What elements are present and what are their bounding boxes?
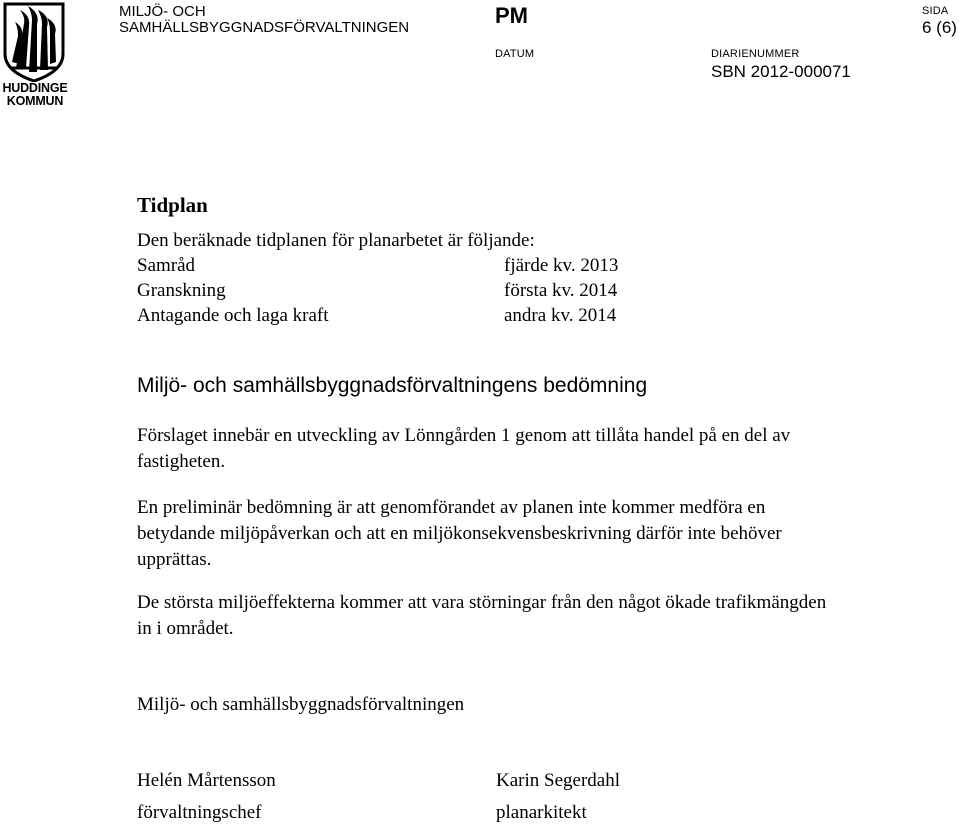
timeline-date: fjärde kv. 2013 bbox=[504, 255, 619, 276]
logo-text-line1: HUDDINGE bbox=[2, 81, 68, 95]
signature-office: Miljö- och samhällsbyggnadsförvaltningen bbox=[137, 694, 465, 715]
org-name-line2: SAMHÄLLSBYGGNADSFÖRVALTNINGEN bbox=[119, 19, 410, 36]
org-name-line1: MILJÖ- OCH bbox=[119, 3, 206, 20]
date-label: DATUM bbox=[495, 48, 535, 60]
assessment-heading: Miljö- och samhällsbyggnadsförvaltningens bedömning bbox=[137, 374, 648, 397]
page-number: 6 (6) bbox=[922, 18, 957, 37]
timeline-phase: Samråd bbox=[137, 255, 196, 276]
assessment-paragraph: En preliminär bedömning är att genomförandet av planen inte kommer medföra en betydande miljöpåverkan och att en miljökonsekvensbeskrivning därför inte behöver upprättas. bbox=[137, 497, 782, 570]
diary-number-label: DIARIENUMMER bbox=[711, 48, 800, 60]
timeline-date: andra kv. 2014 bbox=[504, 305, 617, 326]
logo-text-line2: KOMMUN bbox=[6, 94, 64, 108]
assessment-paragraph: De största miljöeffekterna kommer att vara störningar från den något ökade trafikmängden in i området. bbox=[137, 592, 827, 639]
timeline-phase: Antagande och laga kraft bbox=[137, 305, 329, 326]
diary-number: SBN 2012-000071 bbox=[711, 62, 851, 81]
signer-name: Helén Mårtensson bbox=[137, 770, 276, 791]
timeline-phase: Granskning bbox=[137, 280, 226, 301]
signer-name: Karin Segerdahl bbox=[496, 770, 620, 791]
huddinge-logo bbox=[2, 2, 66, 106]
timeline-date: första kv. 2014 bbox=[504, 280, 618, 301]
document-type: PM bbox=[495, 3, 528, 28]
coat-of-arms-icon bbox=[2, 2, 66, 82]
assessment-paragraph: Förslaget innebär en utveckling av Lönngården 1 genom att tillåta handel på en del av fastigheten. bbox=[137, 425, 791, 472]
signer-title: förvaltningschef bbox=[137, 802, 262, 823]
timeline-heading: Tidplan bbox=[137, 193, 208, 217]
signer-title: planarkitekt bbox=[496, 802, 587, 823]
page-label: SIDA bbox=[922, 5, 949, 17]
timeline-intro: Den beräknade tidplanen för planarbetet är följande: bbox=[137, 230, 535, 251]
